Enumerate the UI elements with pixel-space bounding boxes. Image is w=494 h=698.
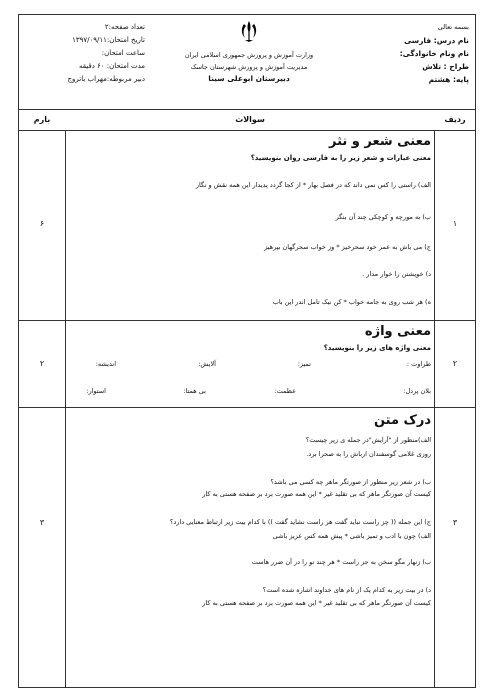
table-header [19,110,475,131]
school-name: دبیرستان ابوعلی سینا [208,74,290,83]
question-instruction: معنی عبارات و شعر زیر را به فارسی روان بنویسید؟ [250,154,431,162]
designer-field: طراح : تلاش [422,62,469,71]
row-number: ۱ [452,219,458,228]
question-row [19,408,475,686]
ministry-line: وزارت آموزش و پرورش جمهوری اسلامی ایران [184,51,314,59]
header-center [169,19,329,85]
teacher-name: دبیر مربوطه:مهراب باتروج [67,75,145,83]
question-item: د) خویشتن را خوار مدار . [362,270,431,278]
vocab-word: استوار: [86,387,106,395]
question-item: کیست آن صورتگر ماهر که بی تقلید غیر * این همه صورت برد بر صفحه هستی به کار [202,490,431,498]
header-questions: سوالات [235,115,265,124]
student-name-field: نام ونام خانوادگی: [399,49,469,58]
question-item: ب) به مورچه و کوچکی چند آن بنگر [335,213,431,221]
questions-table [18,110,476,688]
row-score: ۶ [39,219,45,228]
question-item: ه) هر شب روی به جامه خواب * کن نیک تامل اندر این باب [272,298,431,306]
question-item: الف) راستی را کس نمی داند که در فصل بهار * از کجا گردد پدیدار این همه نقش و نگار [195,181,431,189]
question-item: ج) این جمله (( چز راست نباید گفت هر راست نشاید گفت )) با کدام بیت زیر ارتباط معنایی دارد؟ [169,518,431,526]
question-item: کیست آن صورتگر ماهر که بی تقلید غیر * این همه صورت برد بر صفحه هستی به کار [202,599,431,607]
question-item: ب) زنهار مگو سخن به جز راست * هر چند تو را در آن ضرر هاست [251,558,431,566]
exam-hour: ساعت امتحان: [101,49,145,57]
exam-duration: مدت امتحان: ۶۰ دقیقه [78,62,145,70]
page-count: تعداد صفحه:۲ [104,23,145,31]
exam-header [18,14,476,110]
question-body [63,323,431,405]
header-right-info [329,21,469,86]
row-score: ۲ [39,359,45,368]
header-row-number: ردیف [444,115,466,124]
vocab-word: بلان پردل: [403,387,431,395]
question-item: الف)منظور از "آرایش"در جمله ی زیر چیست؟ [305,436,431,444]
exam-date: تاریخ امتحان:۱۳۹۷/۰۹/۱۱ [72,36,145,44]
basmala: بسمه تعالی [437,23,469,31]
header-score: بارم [33,115,51,124]
question-item: الف) چون با ادب و تمیز باشی * پیش همه کس عزیز باشی [272,532,431,540]
section-title: معنی شعر و نثر [329,134,431,149]
section-title: معنی واژه [364,324,431,339]
question-row [19,131,475,321]
question-instruction: معنی واژه های زیر را بنویسید؟ [323,344,431,352]
question-body [63,133,431,318]
iran-emblem-icon [238,19,260,43]
subject-field: نام درس: فارسی [404,36,469,45]
question-item: د) در بیت زیر به کدام یک از نام های خداوند اشاره شده است؟ [262,586,431,594]
row-score: ۳ [39,518,45,527]
question-body [63,410,431,684]
section-title: درک متن [373,413,431,428]
exam-sheet [18,14,476,688]
vocab-word: اندیشه: [95,360,116,368]
row-number: ۲ [452,359,458,368]
question-item: ج) می باش به عمر خود سحرخیز * وز خواب سحرگهان بپرهیز [264,243,431,251]
question-item: روزی غلامی گوسفندان ارباش را به صحرا برد. [306,450,431,458]
row-number: ۳ [452,518,458,527]
directorate-line: مدیریت آموزش و پرورش شهرستان جاسک [190,63,308,71]
vocab-word: عظمت: [274,387,296,395]
vocab-word: بی همتا: [183,387,206,395]
vocab-word: طراوت : [406,360,431,368]
question-row [19,321,475,408]
question-item: ب) در شعر زیر منظور از صورتگر ماهر چه کسی می باشد؟ [270,478,431,486]
header-left-info [25,21,145,86]
grade-field: پایه: هشتم [428,75,469,84]
vocab-word: تمیز: [297,360,311,368]
vocab-word: آلایش: [198,360,216,368]
